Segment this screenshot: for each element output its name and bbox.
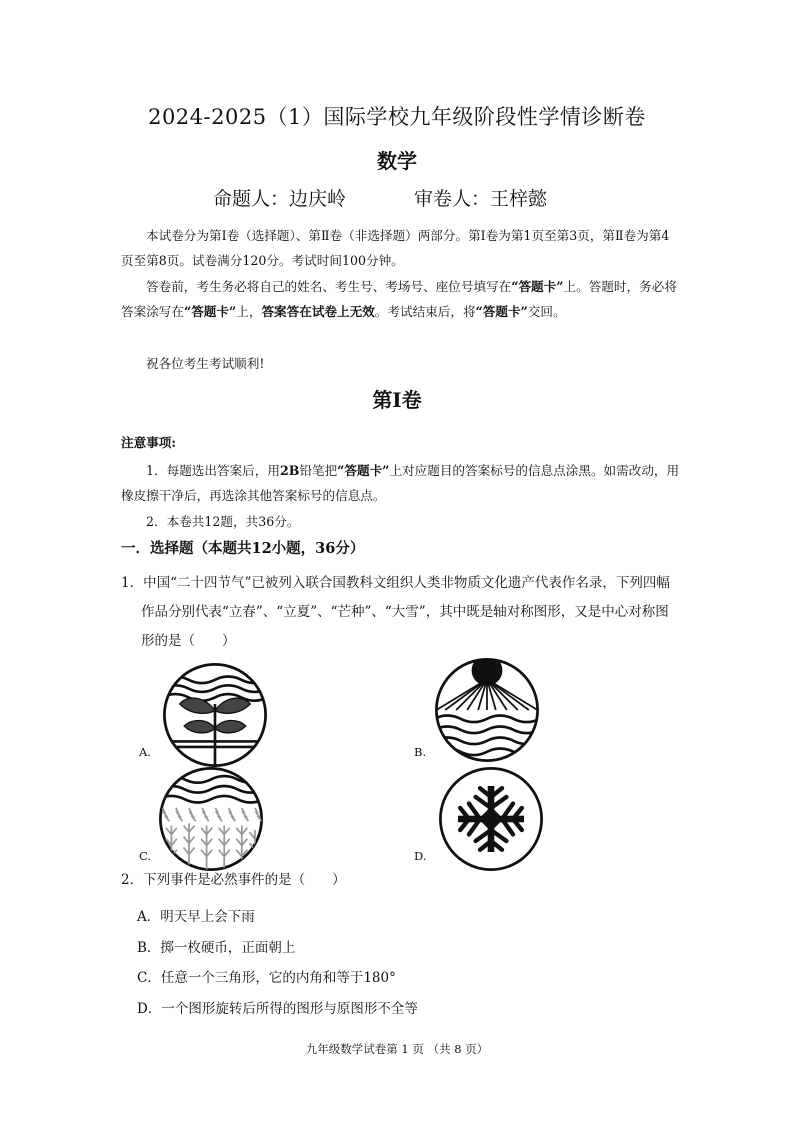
page-footer: 九年级数学试卷第 1 页 （共 8 页） [305,1042,489,1056]
q2-option-a: A．明天早上会下雨 [137,909,255,925]
notice-item-2: 2．本卷共12题，共36分。 [146,514,300,529]
q2-option-c: C．任意一个三角形，它的内角和等于180° [137,970,396,986]
mangzhong-wheat-icon [156,764,266,874]
question-author: 命题人：边庆岭 [213,188,347,210]
question-1-text: 1．中国“二十四节气”已被列入联合国教科文组织人类非物质文化遗产代表作名录，下列四幅作品分别代表“立春”、“立夏”、“芒种”、“大雪”，其中既是轴对称图形，又是中心对称图形的是（ ） [121,575,670,649]
volume-heading: 第Ⅰ卷 [372,388,422,412]
question-2-text: 2．下列事件是必然事件的是（ ） [121,872,346,888]
q1-option-c-label: C. [139,849,152,863]
notice-heading: 注意事项: [121,435,177,450]
q1-option-d-label: D. [414,849,427,863]
reviewer: 审卷人：王梓懿 [414,188,548,210]
daxue-snowflake-icon [436,764,546,874]
notice-item-1: 1．每题选出答案后，用2B铅笔把“答题卡”上对应题目的答案标号的信息点涂黑。如需改动，用橡皮擦干净后，再选涂其他答案标号的信息点。 [121,463,680,503]
q1-option-a-label: A. [139,745,151,759]
question-1 [121,569,681,656]
good-luck-line: 祝各位考生考试顺利! [146,356,265,371]
author-line [213,184,547,211]
intro-paragraph-2: 答卷前，考生务必将自己的姓名、考生号、考场号、座位号填写在“答题卡”上。答题时，务必将答案涂写在“答题卡”上，答案答在试卷上无效。考试结束后，将“答题卡”交回。 [121,279,677,319]
q2-option-d: D．一个图形旋转后所得的图形与原图形不全等 [137,1001,418,1017]
exam-title: 2024-2025（1）国际学校九年级阶段性学情诊断卷 [148,105,646,129]
lichun-sprout-icon [160,660,270,770]
q2-option-b: B．掷一枚硬币，正面朝上 [137,940,296,956]
q1-option-b-label: B. [414,745,427,759]
subject-heading: 数学 [377,149,417,173]
intro-paragraph-1: 本试卷分为第Ⅰ卷（选择题）、第Ⅱ卷（非选择题）两部分。第Ⅰ卷为第1页至第3页，第Ⅱ卷为第4页至第8页。试卷满分120分。考试时间100分钟。 [121,228,670,268]
section-heading: 一．选择题（本题共12小题，36分） [121,540,365,557]
lixia-sun-icon [432,655,542,765]
